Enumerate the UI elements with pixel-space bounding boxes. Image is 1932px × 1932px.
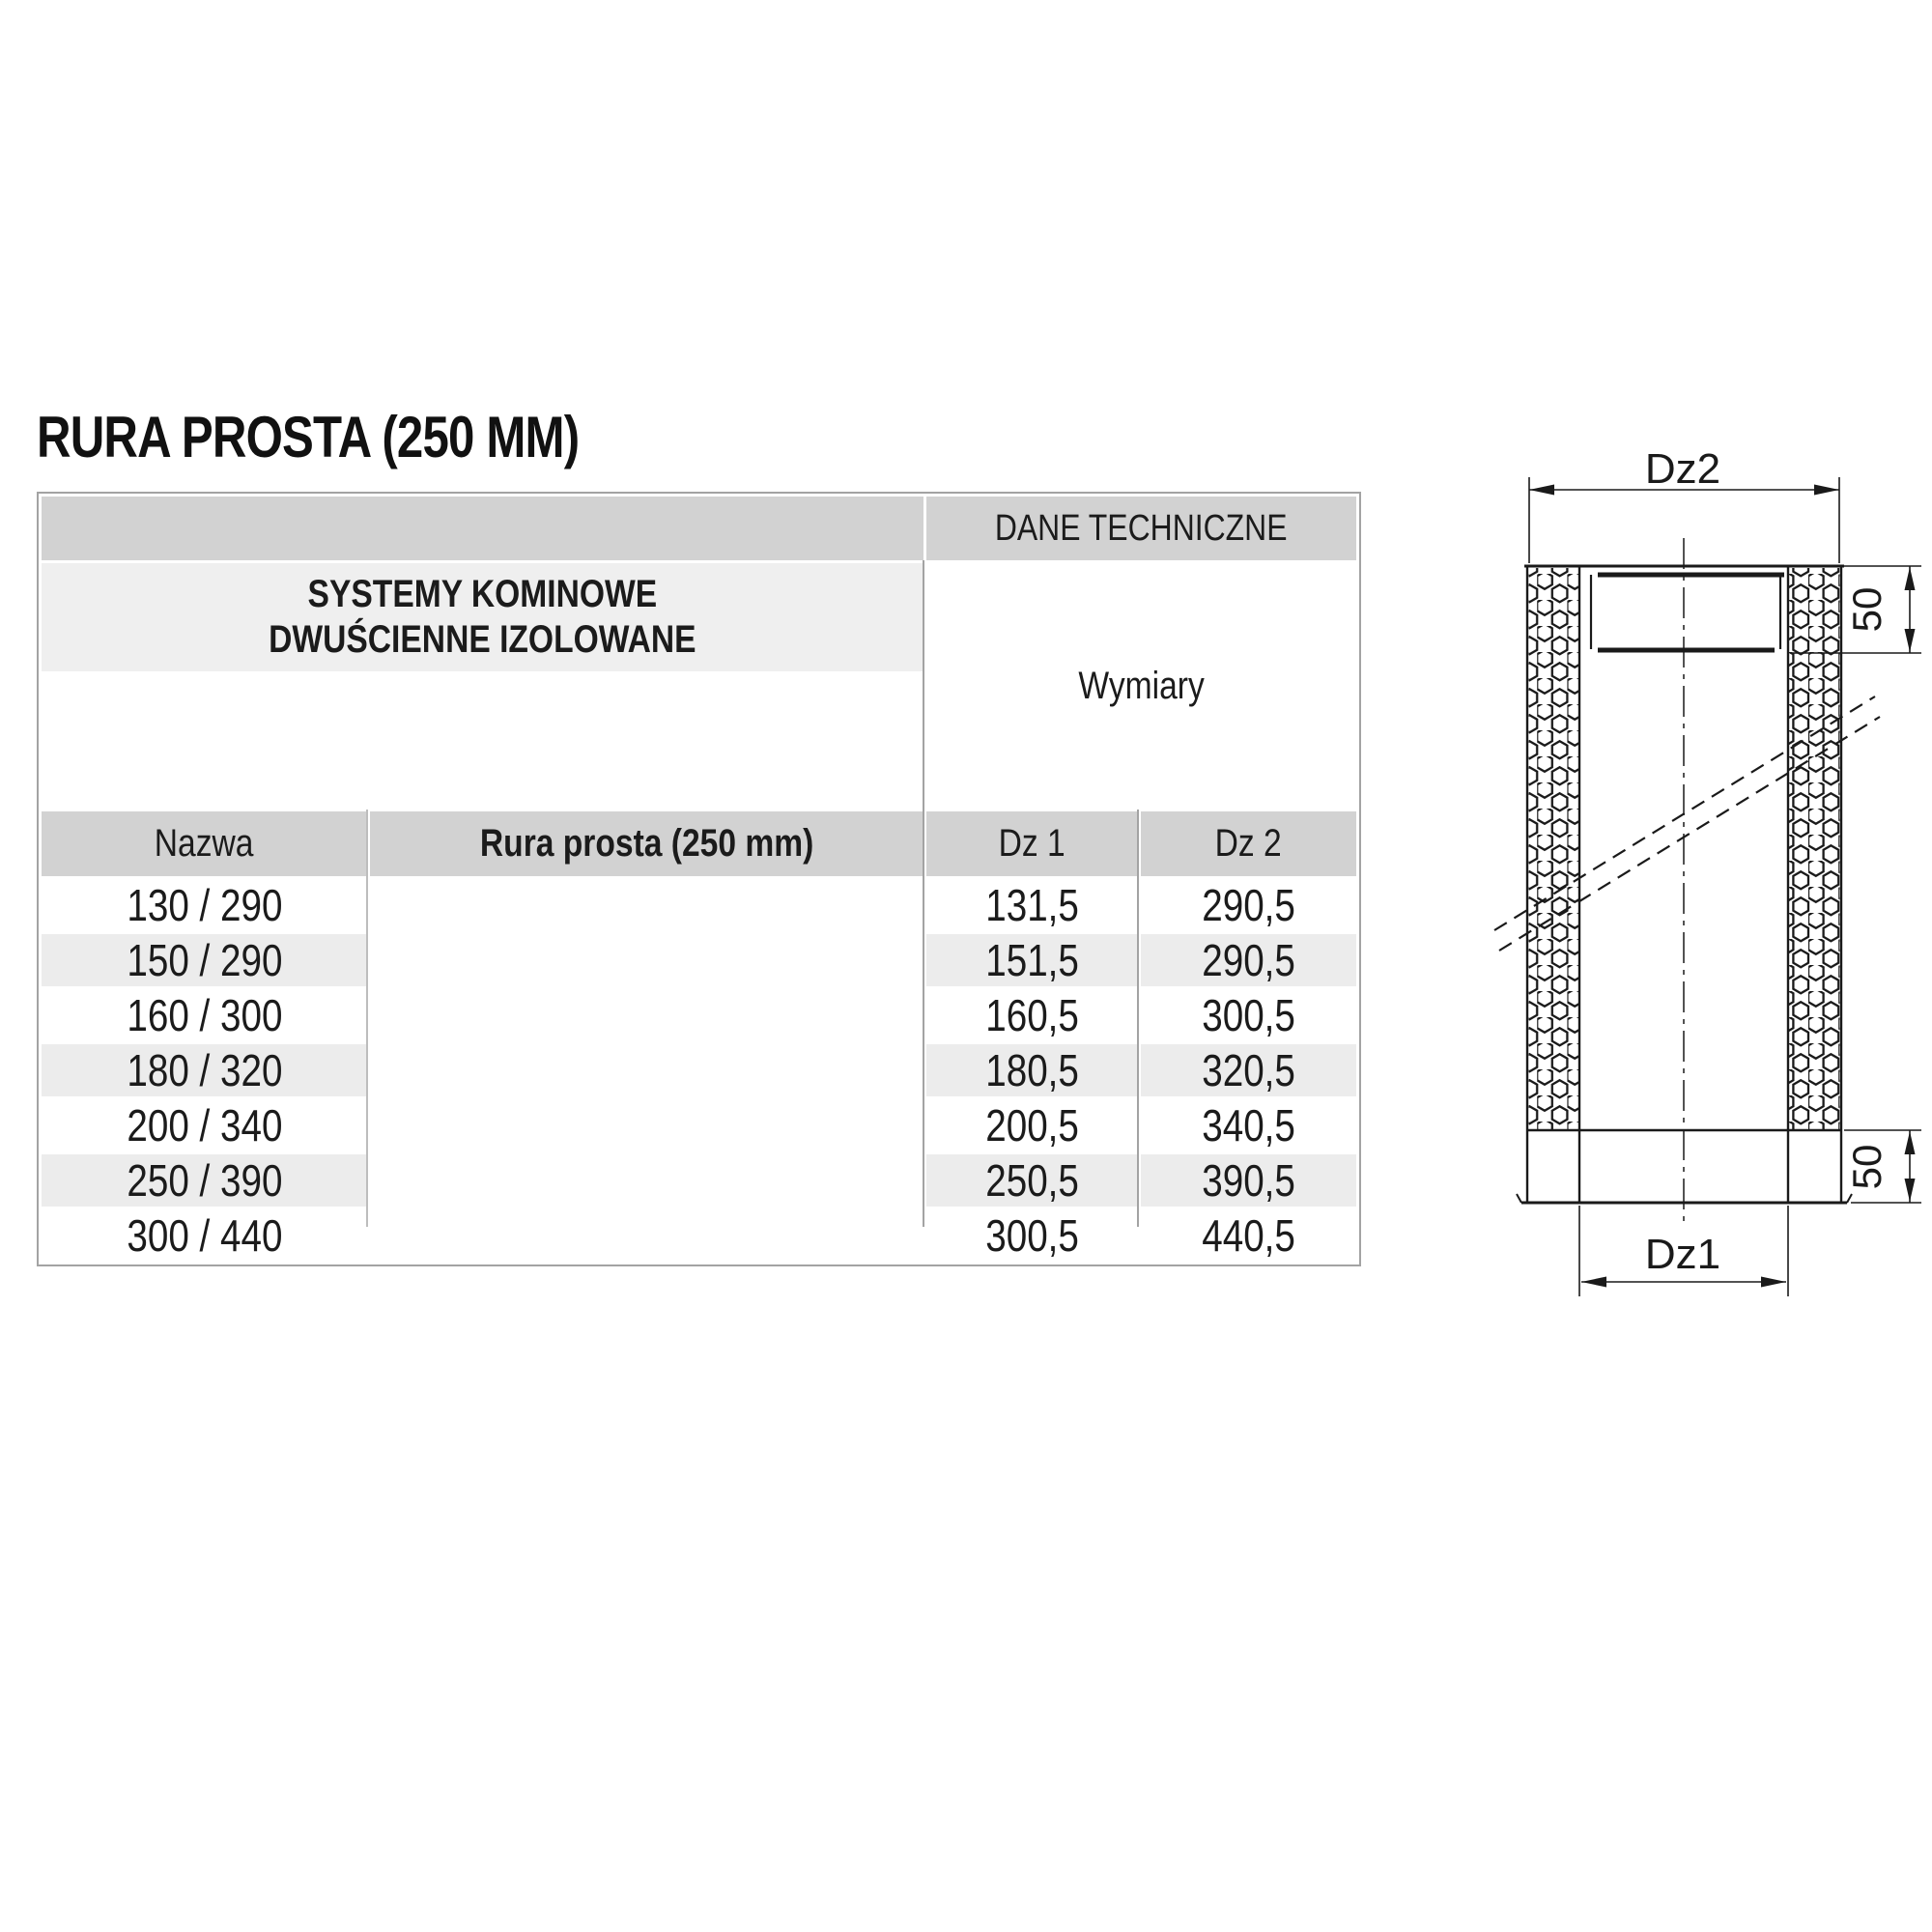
row-dz2: 340,5 xyxy=(1141,1099,1356,1151)
table-row xyxy=(42,563,1356,671)
dim50-bottom-label: 50 xyxy=(1844,1144,1889,1190)
system-name xyxy=(269,572,696,663)
dane-techniczne-header: DANE TECHNICZNE xyxy=(926,497,1356,560)
row-dz1: 180,5 xyxy=(926,1044,1138,1096)
row-dz2: 290,5 xyxy=(1141,934,1356,986)
row-dz2: 320,5 xyxy=(1141,1044,1356,1096)
row-dz2: 390,5 xyxy=(1141,1154,1356,1207)
row-name: 300 / 440 xyxy=(42,1209,367,1262)
column-header-product: Rura prosta (250 mm) xyxy=(370,811,923,876)
technical-data-table xyxy=(37,492,1361,1266)
row-dz1: 200,5 xyxy=(926,1099,1138,1151)
row-dz1: 250,5 xyxy=(926,1154,1138,1207)
column-header-dz1: Dz 1 xyxy=(926,811,1138,876)
dz1-label: Dz1 xyxy=(1644,1231,1721,1278)
dz1-arrow-left xyxy=(1581,1277,1606,1288)
page-title-text: RURA PROSTA (250 MM) xyxy=(37,405,580,469)
row-dz2: 440,5 xyxy=(1141,1209,1356,1262)
dz2-arrow-right xyxy=(1814,485,1839,496)
table-name-divider xyxy=(366,810,368,1227)
row-name: 250 / 390 xyxy=(42,1154,367,1207)
table-header-row xyxy=(42,811,1356,876)
dim50-top-label: 50 xyxy=(1844,586,1889,633)
row-dz2: 290,5 xyxy=(1141,879,1356,931)
row-name: 180 / 320 xyxy=(42,1044,367,1096)
row-name: 130 / 290 xyxy=(42,879,367,931)
dz2-arrow-left xyxy=(1529,485,1554,496)
wymiary-cell: Wymiary xyxy=(926,563,1356,809)
table-section-divider xyxy=(923,560,924,1227)
table-dz-divider xyxy=(1137,810,1139,1227)
product-column-cell xyxy=(370,879,923,1262)
table-row xyxy=(42,497,1356,560)
dim50-top-arrow-up xyxy=(1905,567,1916,590)
row-dz2: 300,5 xyxy=(1141,989,1356,1041)
column-header-dz2: Dz 2 xyxy=(1141,811,1356,876)
empty-header-cell xyxy=(42,497,923,560)
product-image-placeholder xyxy=(42,674,923,809)
row-name: 150 / 290 xyxy=(42,934,367,986)
dz1-arrow-right xyxy=(1761,1277,1786,1288)
system-name-line2: DWUŚCIENNE IZOLOWANE xyxy=(269,618,696,661)
page-title xyxy=(37,404,697,470)
row-name: 160 / 300 xyxy=(42,989,367,1041)
row-dz1: 160,5 xyxy=(926,989,1138,1041)
pipe-technical-drawing xyxy=(1439,415,1932,1314)
dz2-label: Dz2 xyxy=(1644,445,1721,493)
table-row xyxy=(42,879,1356,931)
system-name-line1: SYSTEMY KOMINOWE xyxy=(307,573,658,615)
row-name: 200 / 340 xyxy=(42,1099,367,1151)
column-header-nazwa: Nazwa xyxy=(42,811,367,876)
dim50-bottom-arrow-down xyxy=(1905,1179,1916,1202)
dim50-top-arrow-down xyxy=(1905,629,1916,652)
row-dz1: 131,5 xyxy=(926,879,1138,931)
row-dz1: 300,5 xyxy=(926,1209,1138,1262)
system-name-cell xyxy=(42,563,923,671)
dim50-bottom-arrow-up xyxy=(1905,1131,1916,1154)
row-dz1: 151,5 xyxy=(926,934,1138,986)
